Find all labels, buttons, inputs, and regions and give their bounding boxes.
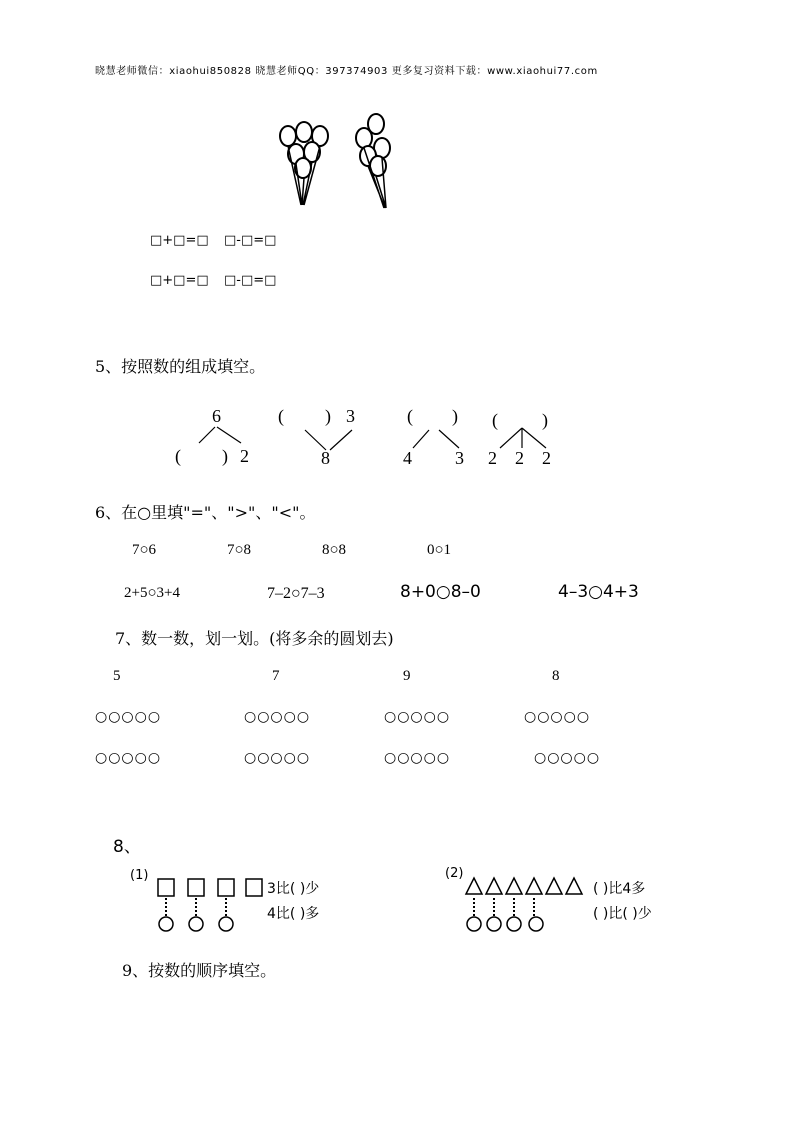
question-6-title: 6、在○里填"="、">"、"<"。 [95,503,316,522]
tree2-bottom: 8 [321,448,330,468]
count-number-2: 7 [272,668,280,684]
circle-row-4a: ○○○○○ [524,709,591,725]
tree1-paren-open: ( [175,446,181,466]
part2-figure [464,874,594,936]
tree2-paren-close: ) [325,406,331,426]
question-7-title: 7、数一数，划一划。(将多余的圆划去) [115,629,394,648]
part1-line2: 4比( )多 [267,906,320,922]
tree2-paren-open: ( [278,406,284,426]
balloons-illustration [270,110,410,215]
tree3-paren-close: ) [452,406,458,426]
circle-row-1b: ○○○○○ [95,750,162,766]
circle-row-3b: ○○○○○ [384,750,451,766]
tree4-bottom-3: 2 [542,448,551,468]
tree4-paren-close: ) [542,410,548,430]
tree4-bottom-1: 2 [488,448,497,468]
compare-1: 7○6 [132,542,157,558]
compare-8: 4–3○4+3 [558,582,639,602]
part1-figure [155,876,265,936]
equation-sub-2: □-□=□ [224,273,277,288]
part2-line2: ( )比( )少 [593,906,652,922]
question-5-title: 5、按照数的组成填空。 [95,357,266,376]
circle-row-2b: ○○○○○ [244,750,311,766]
equation-add-1: □+□=□ [150,233,209,248]
tree2-top-number: 3 [346,406,355,426]
page-header: 晓慧老师微信：xiaohui850828 晓慧老师QQ：397374903 更多复习资料下载：www.xiaohui77.com [95,66,598,77]
compare-6: 7–2○7–3 [267,585,325,602]
compare-2: 7○8 [227,542,252,558]
tree1-bottom-number: 2 [240,446,249,466]
tree1-branches [195,425,245,447]
count-number-3: 9 [403,668,411,684]
part2-line1: ( )比4多 [593,881,646,897]
part1-line1: 3比( )少 [267,881,320,897]
compare-4: 0○1 [427,542,452,558]
tree1-paren-close: ) [222,446,228,466]
tree2-branches [300,428,360,452]
count-number-1: 5 [113,668,121,684]
equation-sub-1: □-□=□ [224,233,277,248]
question-8-title: 8、 [113,837,141,857]
tree3-branches [405,428,465,450]
tree4-paren-open: ( [492,410,498,430]
compare-7: 8+0○8–0 [400,582,481,602]
compare-5: 2+5○3+4 [124,585,180,601]
circle-row-4b: ○○○○○ [534,750,601,766]
circle-row-1a: ○○○○○ [95,709,162,725]
part2-label: (2) [445,866,464,881]
tree4-bottom-2: 2 [515,448,524,468]
equation-add-2: □+□=□ [150,273,209,288]
circle-row-3a: ○○○○○ [384,709,451,725]
tree4-branches [490,426,560,450]
part1-label: (1) [130,868,149,883]
tree3-paren-open: ( [407,406,413,426]
count-number-4: 8 [552,668,560,684]
compare-3: 8○8 [322,542,347,558]
tree3-bottom-left: 4 [403,448,412,468]
tree3-bottom-right: 3 [455,448,464,468]
question-9-title: 9、按数的顺序填空。 [122,961,277,980]
tree1-top: 6 [212,406,221,426]
circle-row-2a: ○○○○○ [244,709,311,725]
